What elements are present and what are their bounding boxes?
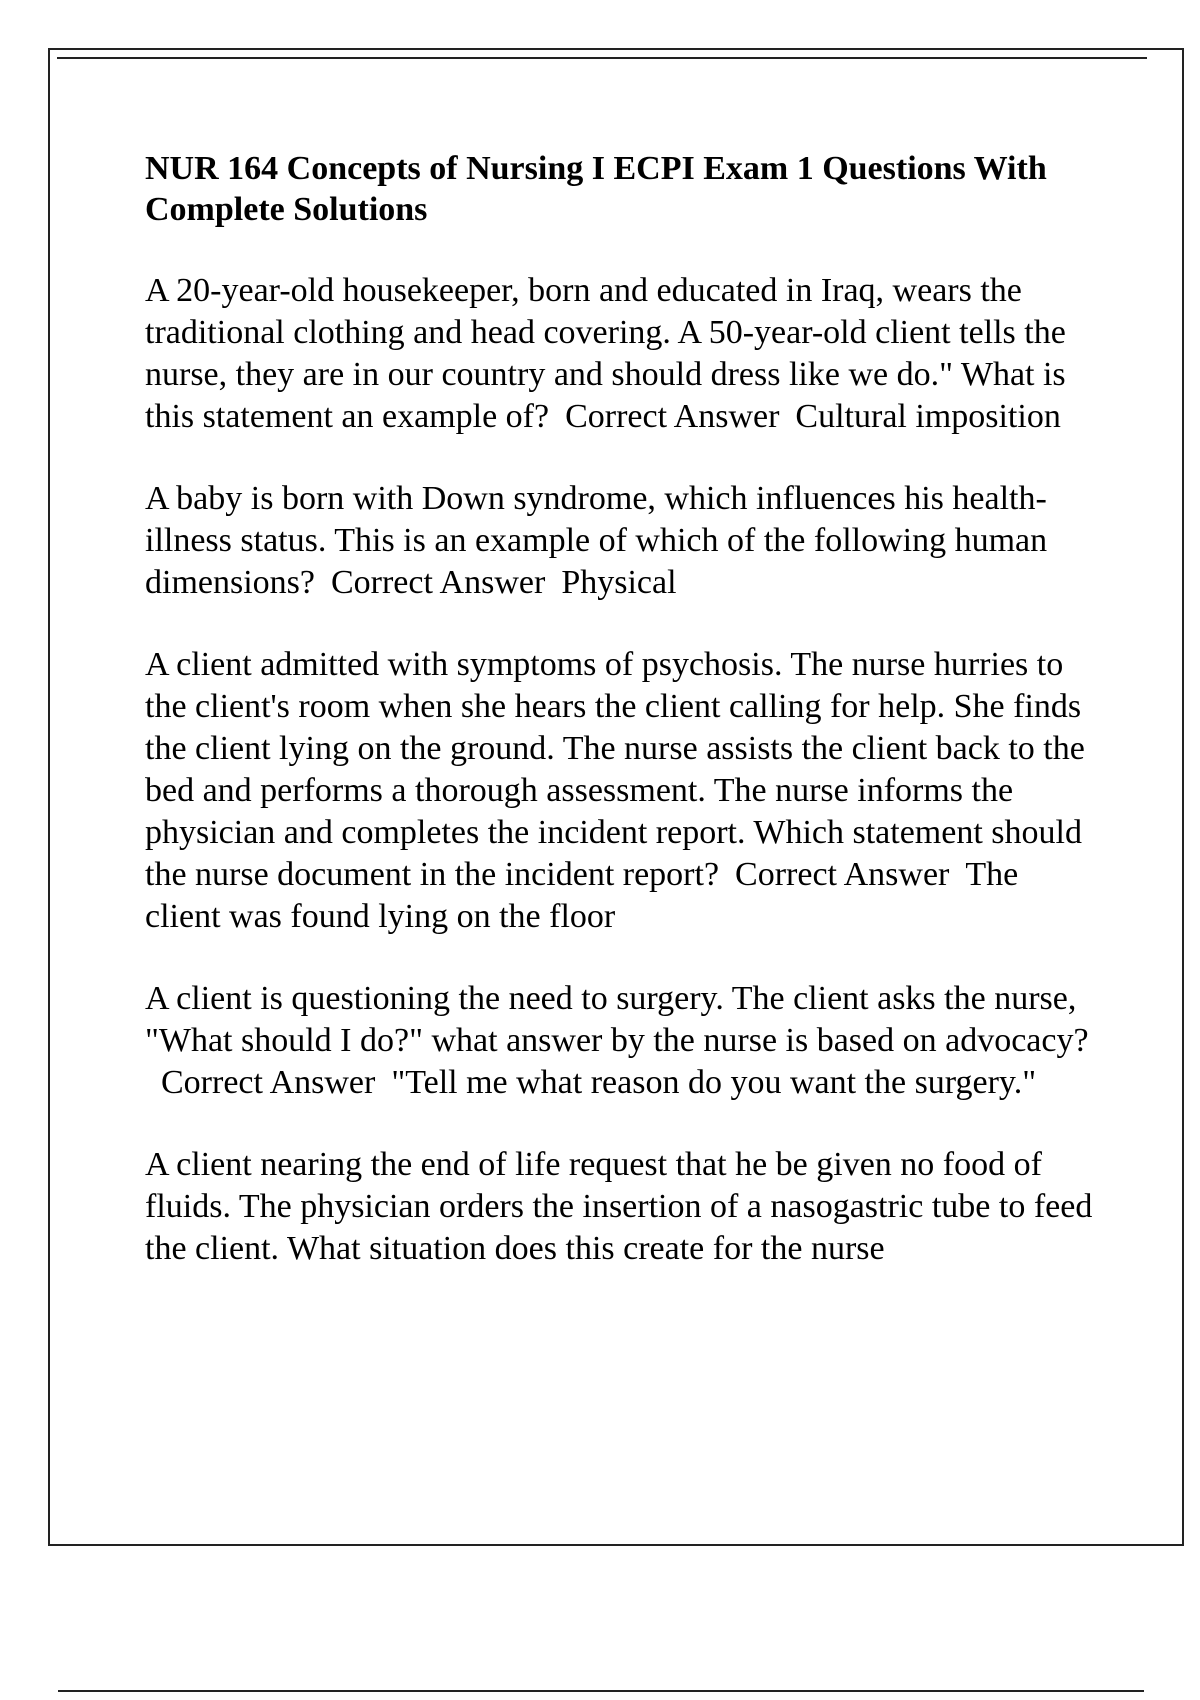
qa-item <box>145 270 1095 438</box>
question-text: A baby is born with Down syndrome, which influences his health-illness status. This is an example of which of the following human dimensions? <box>145 480 1048 601</box>
answer-label: Correct Answer <box>735 856 950 893</box>
answer-label: Correct Answer <box>565 398 780 435</box>
answer-text: Physical <box>561 564 677 601</box>
qa-item <box>145 478 1095 604</box>
document-body <box>145 148 1095 1270</box>
qa-item <box>145 978 1095 1104</box>
answer-label: Correct Answer <box>161 1064 376 1101</box>
question-text: A client admitted with symptoms of psychosis. The nurse hurries to the client's room when she hears the client calling for help. She finds the client lying on the ground. The nurse assists the client back to the bed and performs a thorough assessment. The nurse informs the physician and completes the incident report. Which statement should the nurse document in the incident report? <box>145 646 1085 893</box>
top-rule <box>57 57 1147 59</box>
question-text: A client nearing the end of life request that he be given no food of fluids. The physician orders the insertion of a nasogastric tube to feed the client. What situation does this create for the nurse <box>145 1146 1093 1267</box>
qa-item <box>145 644 1095 938</box>
footer-rule <box>58 1690 1144 1692</box>
question-text: A 20-year-old housekeeper, born and educated in Iraq, wears the traditional clothing and head covering. A 50-year-old client tells the nurse, they are in our country and should dress like we do." What is this statement an example of? <box>145 272 1066 435</box>
document-title: NUR 164 Concepts of Nursing I ECPI Exam 1 Questions With Complete Solutions <box>145 150 1047 228</box>
answer-text: The client was found lying on the floor <box>145 856 1019 935</box>
answer-label: Correct Answer <box>330 564 546 601</box>
answer-text: "Tell me what reason do you want the surgery." <box>391 1064 1037 1101</box>
question-text: A client is questioning the need to surgery. The client asks the nurse, "What should I do?" what answer by the nurse is based on advocacy? <box>145 980 1089 1059</box>
qa-item <box>145 1144 1095 1270</box>
answer-text: Cultural imposition <box>795 398 1061 435</box>
